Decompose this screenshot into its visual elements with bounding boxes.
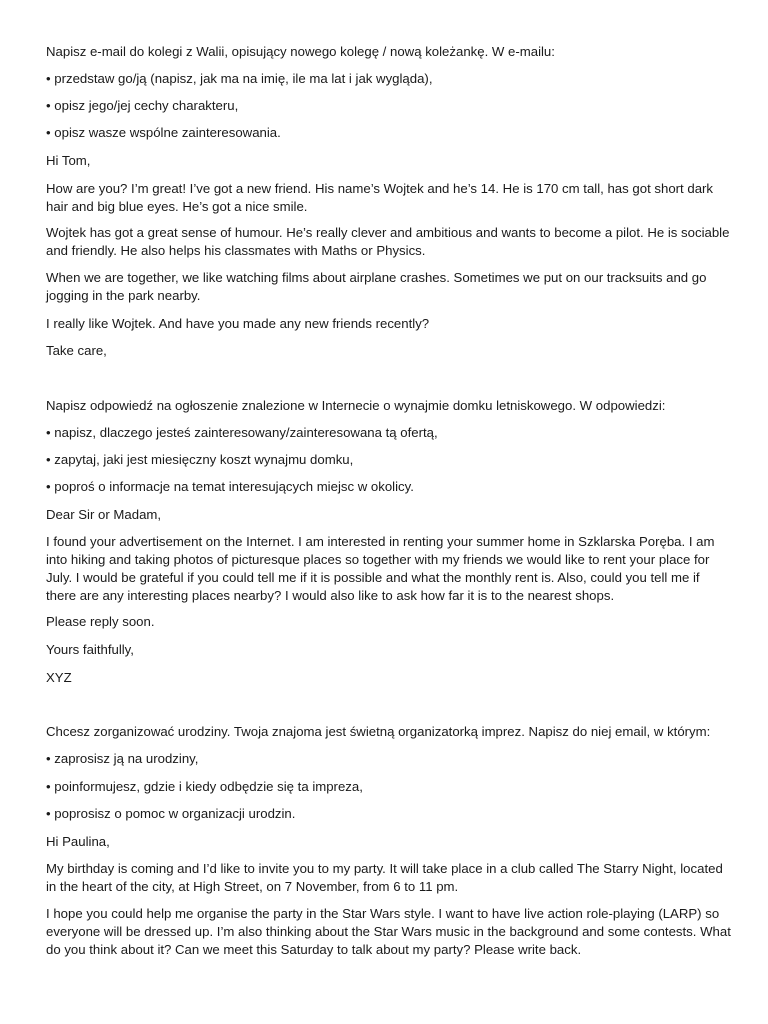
task-bullet: • zapytaj, jaki jest miesięczny koszt wynajmu domku, [46,452,354,467]
task-instruction-1: Napisz e-mail do kolegi z Walii, opisujący nowego kolegę / nową koleżankę. W e-mailu: [46,44,555,59]
task-instruction-2: Napisz odpowiedź na ogłoszenie znalezione w Internecie o wynajmie domku letniskowego. W odpowiedzi: [46,398,666,413]
task-bullet: • opisz wasze wspólne zainteresowania. [46,125,281,140]
email-paragraph: How are you? I’m great! I’ve got a new friend. His name’s Wojtek and he’s 14. He is 170 cm tall, has got short dark hair and big blue eyes. He’s got a nice smile. [46,181,714,214]
task-bullet: • zaprosisz ją na urodziny, [46,751,199,766]
email-paragraph: I hope you could help me organise the party in the Star Wars style. I want to have live action role-playing (LARP) so everyone will be dressed up. I’m also thinking about the Star Wars music in the background and some contests. What do you think about it? Can we meet this Saturday to talk about my party? Please write back. [46,906,731,957]
task-bullet: • napisz, dlaczego jesteś zainteresowany/zainteresowana tą ofertą, [46,425,438,440]
email-paragraph: Please reply soon. [46,614,155,629]
email-closing: Take care, [46,343,107,358]
email-signature: XYZ [46,670,72,685]
email-paragraph: My birthday is coming and I’d like to invite you to my party. It will take place in a club called The Starry Night, located in the heart of the city, at High Street, on 7 November, from 6 to 11 pm. [46,861,723,894]
email-paragraph: I really like Wojtek. And have you made any new friends recently? [46,316,430,331]
task-bullet: • poinformujesz, gdzie i kiedy odbędzie się ta impreza, [46,779,363,794]
email-greeting: Hi Tom, [46,153,91,168]
task-bullet: • opisz jego/jej cechy charakteru, [46,98,239,113]
email-greeting: Dear Sir or Madam, [46,507,162,522]
email-greeting: Hi Paulina, [46,834,110,849]
task-instruction-3: Chcesz zorganizować urodziny. Twoja znajoma jest świetną organizatorką imprez. Napisz do niej email, w którym: [46,724,711,739]
email-paragraph: I found your advertisement on the Internet. I am interested in renting your summer home in Szklarska Poręba. I am into hiking and taking photos of picturesque places so together with my friends we would like to rent your place for July. I would be grateful if you could tell me if it is possible and what the monthly rent is. Also, could you tell me if there are any interesting places nearby? I would also like to ask how far it is to the nearest shops. [46,534,715,603]
email-paragraph: When we are together, we like watching films about airplane crashes. Sometimes we put on our tracksuits and go jogging in the park nearby. [46,270,707,303]
task-bullet: • przedstaw go/ją (napisz, jak ma na imię, ile ma lat i jak wygląda), [46,71,433,86]
task-bullet: • poproś o informacje na temat interesujących miejsc w okolicy. [46,479,414,494]
email-paragraph: Wojtek has got a great sense of humour. He’s really clever and ambitious and wants to become a pilot. He is sociable and friendly. He also helps his classmates with Maths or Physics. [46,225,730,258]
task-bullet: • poprosisz o pomoc w organizacji urodzin. [46,806,296,821]
email-closing: Yours faithfully, [46,642,134,657]
